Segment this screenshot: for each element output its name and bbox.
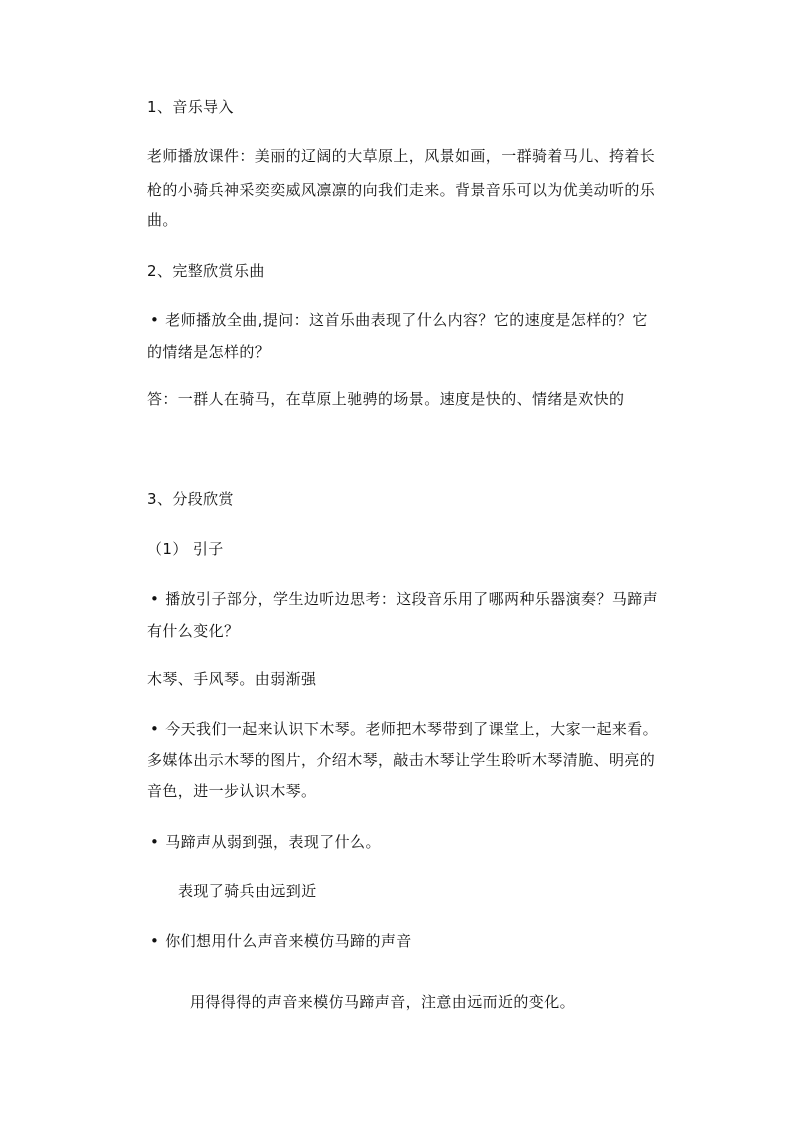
question-text: 播放引子部分，学生边听边思考：这段音乐用了哪两种乐器演奏？马蹄声	[165, 590, 659, 608]
bullet-icon: •	[150, 590, 160, 608]
section-3-a1: 木琴、手风琴。由弱渐强	[147, 670, 317, 688]
section-3-a3: 表现了骑兵由远到近	[178, 882, 317, 900]
bullet-icon: •	[150, 932, 160, 950]
section-3-a4: 用得得得的声音来模仿马蹄声音，注意由远而近的变化。	[190, 993, 576, 1011]
section-3-heading: 3、分段欣赏	[147, 490, 234, 508]
section-2-answer: 答：一群人在骑马，在草原上驰骋的场景。速度是快的、情绪是欢快的	[147, 390, 625, 408]
question-text: 你们想用什么声音来模仿马蹄的声音	[165, 932, 412, 950]
section-3-p2-line-3: 音色，进一步认识木琴。	[147, 782, 317, 800]
paragraph-text: 今天我们一起来认识下木琴。老师把木琴带到了课堂上，大家一起来看。	[165, 720, 659, 738]
section-3-p2-line-1	[150, 714, 658, 744]
bullet-icon: •	[150, 311, 160, 329]
section-3-subheading: （1） 引子	[147, 540, 224, 558]
section-2-question-line-1	[150, 305, 648, 335]
section-3-p2-line-2: 多媒体出示木琴的图片，介绍木琴，敲击木琴让学生聆听木琴清脆、明亮的	[147, 751, 656, 769]
section-2-heading: 2、完整欣赏乐曲	[147, 262, 265, 280]
question-text: 马蹄声从弱到强，表现了什么。	[165, 833, 381, 851]
section-3-q1-line-1	[150, 584, 658, 614]
section-1-paragraph-line-3: 曲。	[147, 211, 178, 229]
section-1-paragraph-line-1: 老师播放课件：美丽的辽阔的大草原上，风景如画，一群骑着马儿、挎着长	[147, 147, 656, 165]
section-3-q1-line-2: 有什么变化？	[147, 622, 240, 640]
section-3-q4	[150, 926, 412, 956]
section-1-paragraph-line-2: 枪的小骑兵神采奕奕威风凛凛的向我们走来。背景音乐可以为优美动听的乐	[147, 181, 656, 199]
bullet-icon: •	[150, 833, 160, 851]
section-1-heading: 1、音乐导入	[147, 98, 234, 116]
bullet-icon: •	[150, 720, 160, 738]
section-3-q3	[150, 827, 381, 857]
section-2-question-line-2: 的情绪是怎样的？	[147, 343, 271, 361]
question-text: 老师播放全曲,提问：这首乐曲表现了什么内容？它的速度是怎样的？它	[165, 311, 648, 329]
